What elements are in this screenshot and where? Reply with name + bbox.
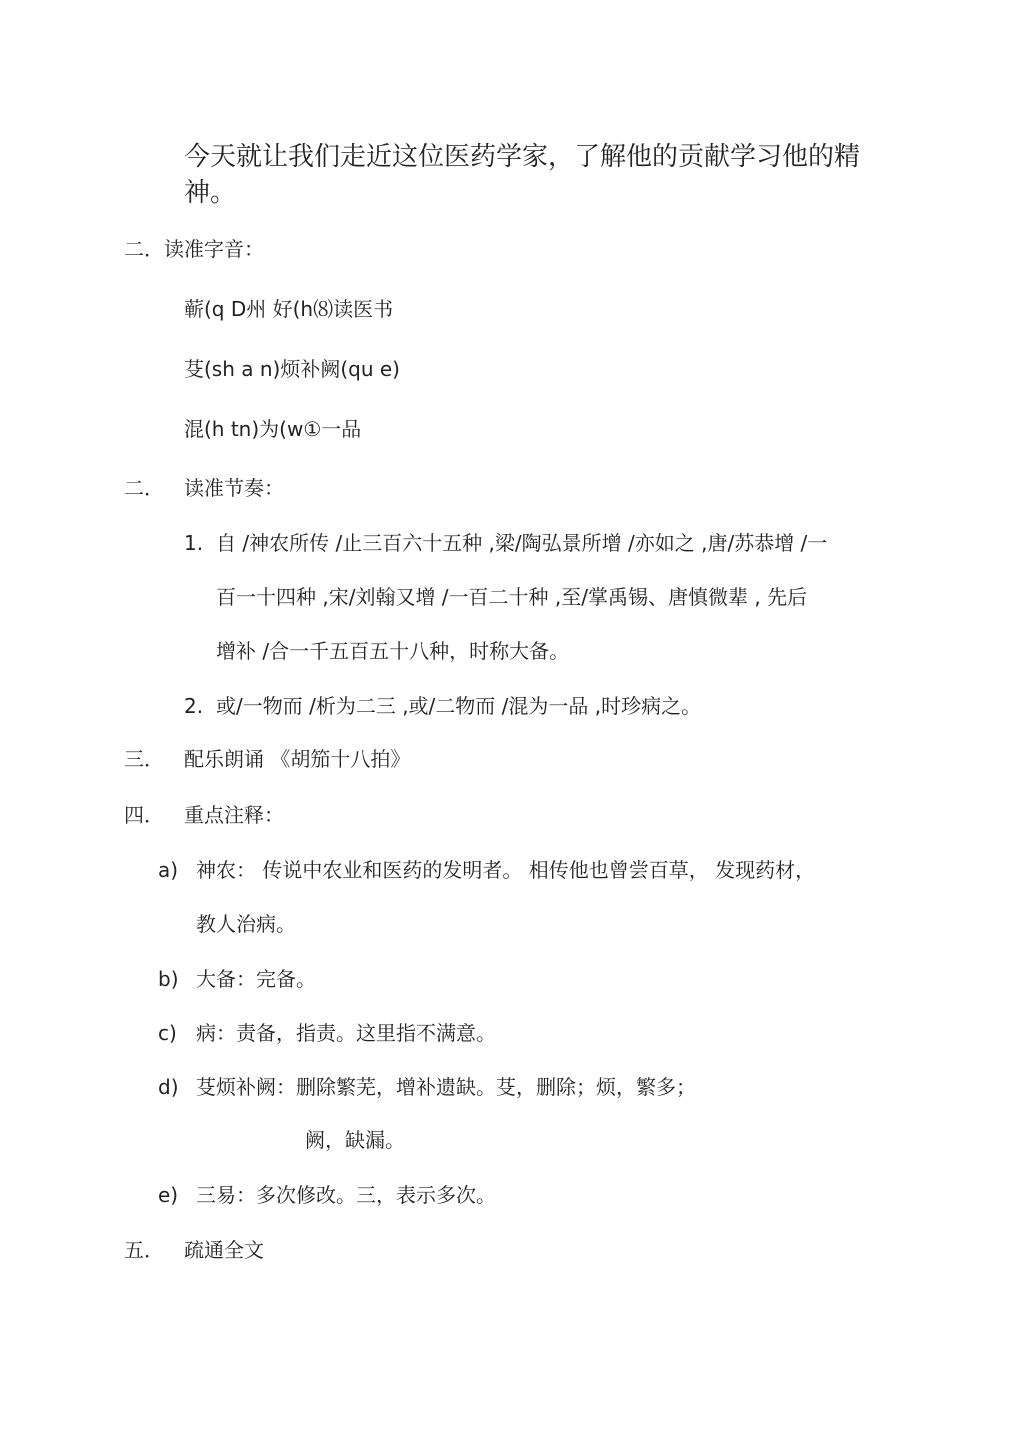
rhythm-item-1-number: 1. xyxy=(184,531,204,555)
note-d-line-2: 阙，缺漏。 xyxy=(305,1128,405,1152)
pronunciation-item-2: 芟(sh a n)烦补阙(qu e) xyxy=(184,357,400,381)
section-rhythm-heading: 读准节奏： xyxy=(184,476,284,500)
section-recite-number: 三． xyxy=(124,747,164,771)
rhythm-item-2-line-1: 或/一物而 /析为二三 ,或/二物而 /混为一品 ,时珍病之。 xyxy=(216,694,702,718)
rhythm-item-2-number: 2. xyxy=(184,694,204,718)
note-e-label: e) xyxy=(158,1183,179,1207)
intro-line-2: 神。 xyxy=(184,178,237,208)
rhythm-item-1-line-1: 自 /神农所传 /止三百六十五种 ,梁/陶弘景所增 /亦如之 ,唐/苏恭增 /一 xyxy=(216,531,828,555)
section-recite-text: 配乐朗诵 《胡笳十八拍》 xyxy=(184,747,411,771)
note-d-line-1: 芟烦补阙：删除繁芜，增补遗缺。芟，删除；烦，繁多； xyxy=(196,1075,696,1099)
pronunciation-item-3: 混(h tn)为(w①一品 xyxy=(184,417,362,441)
pronunciation-item-1: 蕲(q D州 好(h⑻读医书 xyxy=(184,297,394,321)
note-b-label: b) xyxy=(158,967,179,991)
note-d-label: d) xyxy=(158,1075,179,1099)
note-e-line-1: 三易：多次修改。三，表示多次。 xyxy=(196,1183,496,1207)
section-notes-heading: 重点注释： xyxy=(184,803,284,827)
note-b-line-1: 大备：完备。 xyxy=(196,967,316,991)
section-notes-number: 四． xyxy=(124,803,164,827)
note-a-line-2: 教人治病。 xyxy=(196,912,296,936)
note-c-label: c) xyxy=(158,1021,177,1045)
rhythm-item-1-line-3: 增补 /合一千五百五十八种，时称大备。 xyxy=(216,639,570,663)
note-a-line-1: 神农： 传说中农业和医药的发明者。 相传他也曾尝百草， 发现药材， xyxy=(196,858,816,882)
note-a-label: a) xyxy=(158,858,179,882)
intro-line-1: 今天就让我们走近这位医药学家，了解他的贡献学习他的精 xyxy=(184,142,861,172)
section-rhythm-number: 二． xyxy=(124,476,164,500)
section-read-text: 疏通全文 xyxy=(184,1238,264,1262)
section-read-number: 五． xyxy=(124,1238,164,1262)
rhythm-item-1-line-2: 百一十四种 ,宋/刘翰又增 /一百二十种 ,至/掌禹锡、唐慎微辈 , 先后 xyxy=(216,585,808,609)
note-c-line-1: 病：责备，指责。这里指不满意。 xyxy=(196,1021,496,1045)
section-pronunciation-heading: 二．读准字音： xyxy=(124,237,264,261)
